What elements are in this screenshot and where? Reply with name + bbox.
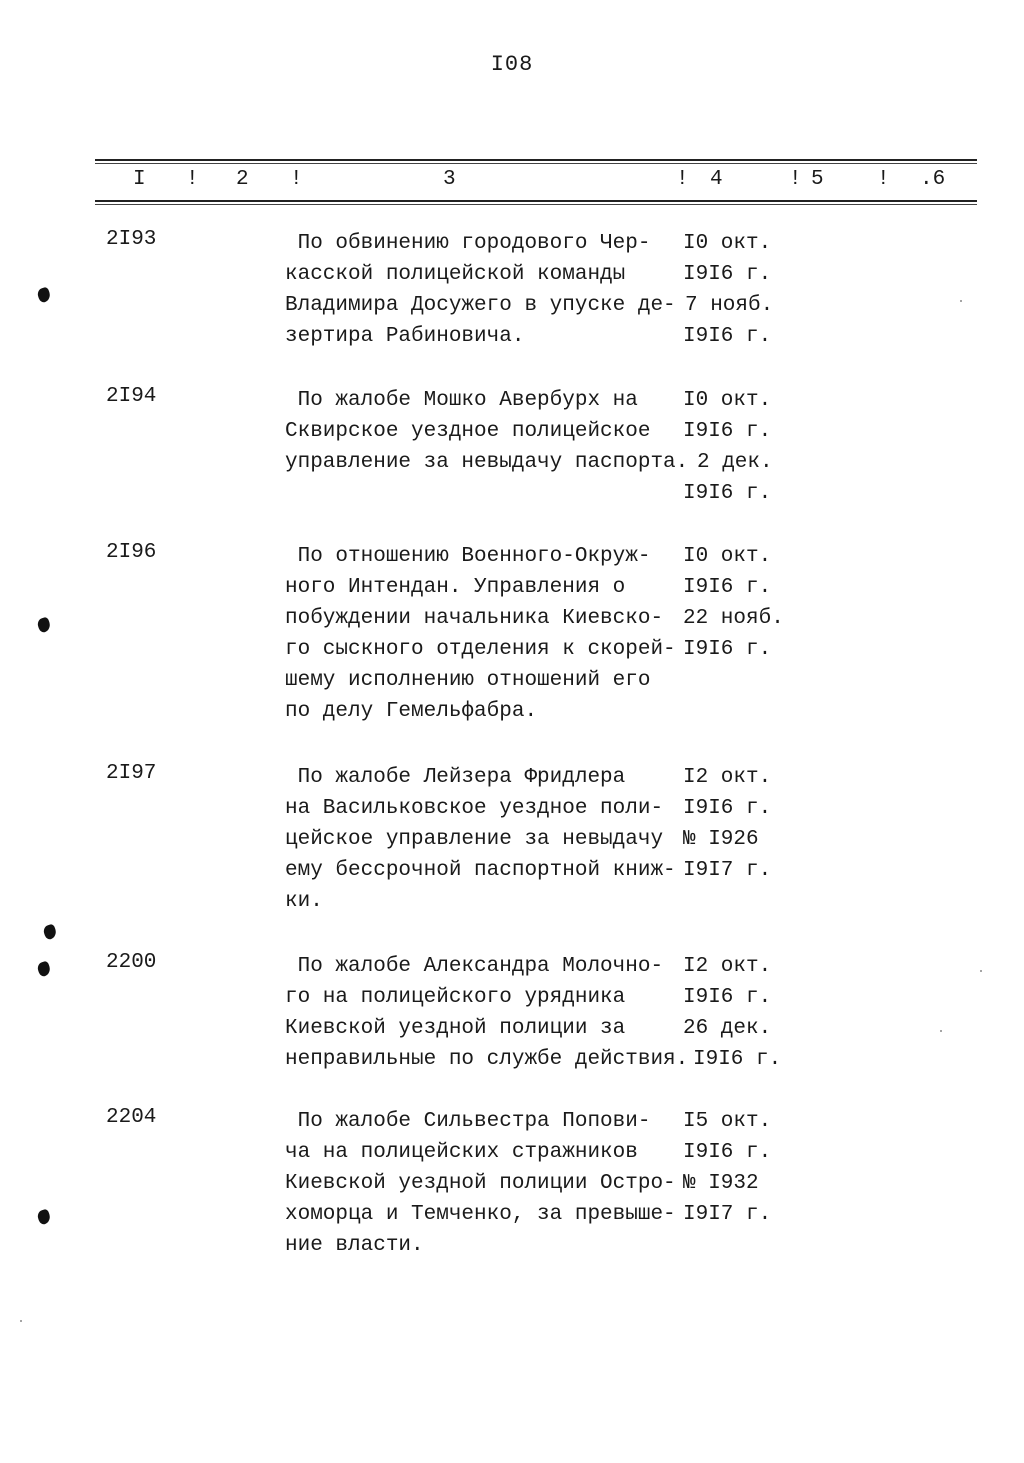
date-line: I9I6 г.	[683, 576, 772, 599]
description-line: цейское управление за невыдачу	[285, 828, 664, 851]
description-line: По обвинению городового Чер-	[285, 232, 651, 255]
description-line: По отношению Военного-Окруж-	[285, 545, 651, 568]
scan-blot	[36, 286, 52, 303]
description-line: неправильные по службе действия.	[285, 1048, 689, 1071]
description-line: Киевской уездной полиции за	[285, 1017, 626, 1040]
column-header: 4	[710, 168, 723, 191]
column-separator: !	[186, 168, 199, 191]
page-number: I08	[490, 52, 534, 77]
description-line: шему исполнению отношений его	[285, 669, 651, 692]
description-line: го на полицейского урядника	[285, 986, 626, 1009]
entry-number: 2I97	[106, 762, 157, 785]
date-line: 26 дек.	[683, 1017, 772, 1040]
description-line: ча на полицейских стражников	[285, 1141, 638, 1164]
date-line: I0 окт.	[683, 232, 772, 255]
column-header: 2	[236, 168, 249, 191]
column-header: 3	[443, 168, 456, 191]
column-header: I	[133, 168, 146, 191]
date-line: I2 окт.	[683, 955, 772, 978]
header-rule-bottom	[95, 200, 977, 202]
column-separator: !	[789, 168, 802, 191]
date-line: I9I6 г.	[683, 1141, 772, 1164]
date-line: I9I6 г.	[683, 420, 772, 443]
date-line: I9I6 г.	[683, 986, 772, 1009]
date-line: № I932	[683, 1172, 759, 1195]
date-line: I5 окт.	[683, 1110, 772, 1133]
column-separator: !	[877, 168, 890, 191]
scan-blot	[42, 923, 58, 940]
date-line: I0 окт.	[683, 545, 772, 568]
scan-blot	[36, 616, 52, 633]
description-line: на Васильковское уездное поли-	[285, 797, 664, 820]
header-rule-top	[95, 159, 977, 161]
date-line: I9I6 г.	[683, 325, 772, 348]
scan-speck	[960, 300, 962, 302]
description-line: побуждении начальника Киевско-	[285, 607, 664, 630]
date-line: I9I6 г.	[683, 263, 772, 286]
description-line: хоморца и Темченко, за превыше-	[285, 1203, 676, 1226]
date-line: I2 окт.	[683, 766, 772, 789]
date-line: I9I6 г.	[683, 482, 772, 505]
description-line: ему бессрочной паспортной книж-	[285, 859, 676, 882]
date-line: 22 нояб.	[683, 607, 784, 630]
description-line: ного Интендан. Управления о	[285, 576, 626, 599]
description-line: ки.	[285, 890, 323, 913]
header-rule-top-inner	[95, 163, 977, 164]
entry-number: 2I93	[106, 228, 157, 251]
scan-speck	[980, 970, 982, 972]
description-line: ние власти.	[285, 1234, 424, 1257]
description-line: го сыскного отделения к скорей-	[285, 638, 676, 661]
scan-speck	[20, 1320, 22, 1322]
date-line: № I926	[683, 828, 759, 851]
description-line: Киевской уездной полиции Остро-	[285, 1172, 676, 1195]
description-line: По жалобе Мошко Авербурх на	[285, 389, 638, 412]
date-line: 2 дек.	[697, 451, 773, 474]
description-line: По жалобе Сильвестра Попови-	[285, 1110, 651, 1133]
description-line: зертира Рабиновича.	[285, 325, 525, 348]
column-separator: !	[676, 168, 689, 191]
description-line: по делу Гемельфабра.	[285, 700, 538, 723]
description-line: управление за невыдачу паспорта.	[285, 451, 689, 474]
entry-number: 2I94	[106, 385, 157, 408]
date-line: I0 окт.	[683, 389, 772, 412]
date-line: I9I6 г.	[683, 638, 772, 661]
scan-blot	[36, 1208, 52, 1225]
date-line: I9I6 г.	[693, 1048, 782, 1071]
description-line: По жалобе Лейзера Фридлера	[285, 766, 626, 789]
date-line: 7 нояб.	[685, 294, 774, 317]
date-line: I9I7 г.	[683, 1203, 772, 1226]
column-separator: !	[290, 168, 303, 191]
header-rule-bottom-inner	[95, 204, 977, 205]
description-line: касской полицейской команды	[285, 263, 626, 286]
entry-number: 2200	[106, 951, 157, 974]
column-header: 5	[811, 168, 824, 191]
description-line: Владимира Досужего в упуске де-	[285, 294, 676, 317]
description-line: По жалобе Александра Молочно-	[285, 955, 664, 978]
date-line: I9I6 г.	[683, 797, 772, 820]
entry-number: 2I96	[106, 541, 157, 564]
scan-blot	[36, 960, 52, 977]
description-line: Сквирское уездное полицейское	[285, 420, 651, 443]
date-line: I9I7 г.	[683, 859, 772, 882]
entry-number: 2204	[106, 1106, 157, 1129]
scan-speck	[940, 1030, 942, 1032]
column-header: .6	[920, 168, 946, 191]
